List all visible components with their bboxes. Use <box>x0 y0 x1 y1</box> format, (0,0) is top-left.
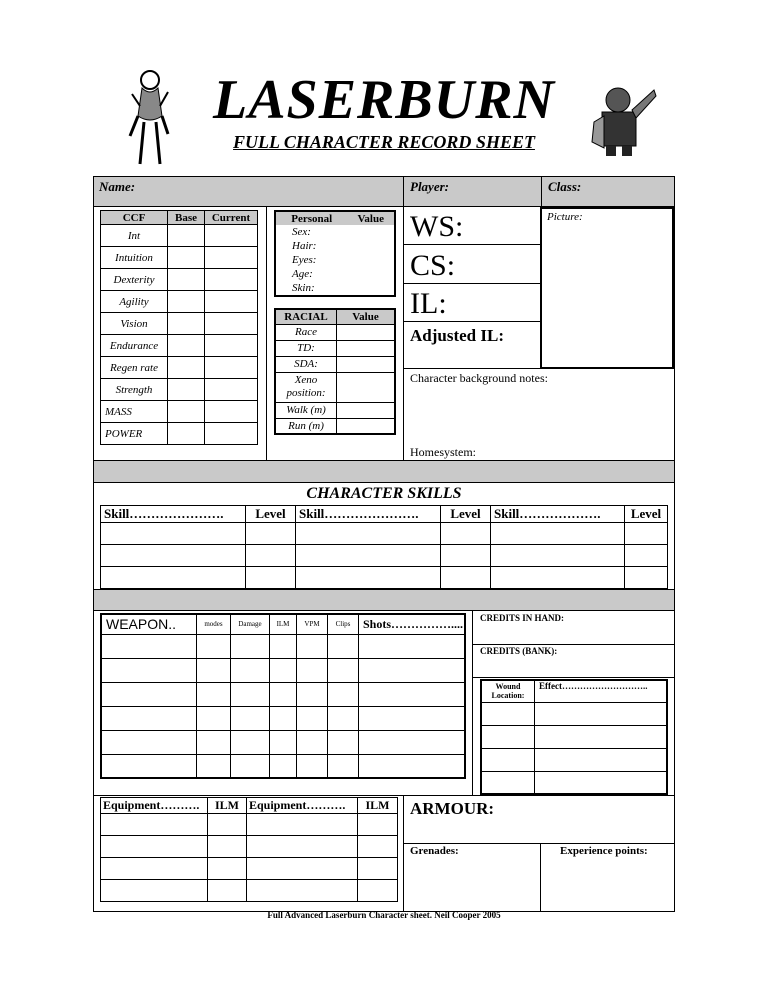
skills-title: CHARACTER SKILLS <box>306 485 462 502</box>
racial-value-cell[interactable] <box>337 356 396 372</box>
racial-row-label: Walk (m) <box>275 402 337 418</box>
racial-value-header: Value <box>337 309 396 324</box>
racial-table <box>274 308 396 435</box>
equipment-ilm-cell[interactable] <box>358 814 398 836</box>
ccf-row-label: Vision <box>101 313 168 335</box>
ccf-base-cell[interactable] <box>168 423 205 445</box>
modes-header: modes <box>197 614 231 634</box>
level-cell[interactable] <box>625 545 668 567</box>
weapon-cell[interactable] <box>359 754 466 778</box>
shots-header: Shots…………….... <box>359 614 466 634</box>
ilm-header: ILM <box>270 614 297 634</box>
il-label[interactable]: IL: <box>410 287 447 320</box>
personal-eyes[interactable]: Eyes: <box>292 254 317 266</box>
weapon-cell[interactable] <box>270 730 297 754</box>
skill-cell[interactable] <box>491 545 625 567</box>
weapon-cell[interactable] <box>297 706 328 730</box>
level-cell[interactable] <box>246 567 296 589</box>
level-cell[interactable] <box>441 567 491 589</box>
ilm-header: ILM <box>208 798 247 814</box>
weapon-header: WEAPON.. <box>101 614 197 634</box>
skill-cell[interactable] <box>296 523 441 545</box>
equipment-ilm-cell[interactable] <box>208 814 247 836</box>
divider-band <box>94 589 674 611</box>
equipment-cell[interactable] <box>247 836 358 858</box>
weapon-cell[interactable] <box>297 730 328 754</box>
ccf-current-cell[interactable] <box>205 357 258 379</box>
ccf-row-label: Dexterity <box>101 269 168 291</box>
weapon-cell[interactable] <box>328 754 359 778</box>
racial-row-label: Xeno position: <box>275 372 337 402</box>
weapons-table <box>100 613 466 779</box>
weapon-cell[interactable] <box>101 634 197 658</box>
skill-header: Skill…………………. <box>101 506 246 523</box>
weapon-cell[interactable] <box>231 730 270 754</box>
skill-cell[interactable] <box>491 523 625 545</box>
weapon-cell[interactable] <box>197 658 231 682</box>
equipment-ilm-cell[interactable] <box>358 858 398 880</box>
level-header: Level <box>441 506 491 523</box>
level-header: Level <box>246 506 296 523</box>
wound-location-cell[interactable] <box>481 771 535 794</box>
level-cell[interactable] <box>441 545 491 567</box>
wound-location-cell[interactable] <box>481 702 535 725</box>
character-sheet <box>93 176 675 912</box>
racial-row-label: TD: <box>275 340 337 356</box>
weapon-cell[interactable] <box>359 730 466 754</box>
level-cell[interactable] <box>625 567 668 589</box>
ccf-current-cell[interactable] <box>205 291 258 313</box>
skill-cell[interactable] <box>491 567 625 589</box>
ccf-row-label: POWER <box>101 423 168 445</box>
weapon-cell[interactable] <box>297 682 328 706</box>
ccf-row-label: Regen rate <box>101 357 168 379</box>
equipment-cell[interactable] <box>101 836 208 858</box>
weapon-cell[interactable] <box>359 682 466 706</box>
weapon-cell[interactable] <box>101 706 197 730</box>
ccf-row-label: Intuition <box>101 247 168 269</box>
effect-header: Effect……………………….. <box>535 680 668 702</box>
vpm-header: VPM <box>297 614 328 634</box>
equipment-cell[interactable] <box>101 858 208 880</box>
name-row <box>94 177 674 206</box>
racial-value-cell[interactable] <box>337 324 396 340</box>
ccf-row-label: Agility <box>101 291 168 313</box>
skill-cell[interactable] <box>296 567 441 589</box>
weapon-cell[interactable] <box>328 658 359 682</box>
weapon-cell[interactable] <box>101 730 197 754</box>
ccf-base-cell[interactable] <box>168 313 205 335</box>
equipment-cell[interactable] <box>101 814 208 836</box>
weapon-cell[interactable] <box>328 634 359 658</box>
name-label[interactable]: Name: <box>99 179 136 194</box>
skill-header: Skill………………. <box>491 506 625 523</box>
equipment-cell[interactable] <box>247 858 358 880</box>
weapon-cell[interactable] <box>270 658 297 682</box>
skill-cell[interactable] <box>296 545 441 567</box>
racial-value-cell[interactable] <box>337 402 396 418</box>
weapon-cell[interactable] <box>359 658 466 682</box>
weapon-cell[interactable] <box>328 706 359 730</box>
wound-effect-cell[interactable] <box>535 725 668 748</box>
player-label[interactable]: Player: <box>410 179 449 194</box>
wound-location-cell[interactable] <box>481 725 535 748</box>
equipment-ilm-cell[interactable] <box>208 880 247 902</box>
ccf-base-cell[interactable] <box>168 379 205 401</box>
weapon-cell[interactable] <box>231 754 270 778</box>
weapon-cell[interactable] <box>328 730 359 754</box>
footer-credit: Full Advanced Laserburn Character sheet. Neil Cooper 2005 <box>267 910 501 920</box>
weapon-cell[interactable] <box>270 754 297 778</box>
racial-value-cell[interactable] <box>337 418 396 434</box>
wound-effect-cell[interactable] <box>535 771 668 794</box>
weapon-cell[interactable] <box>231 658 270 682</box>
weapon-cell[interactable] <box>328 682 359 706</box>
weapon-cell[interactable] <box>297 754 328 778</box>
personal-header: Personal <box>275 211 347 225</box>
ccf-row-label: MASS <box>101 401 168 423</box>
ccf-current-cell[interactable] <box>205 401 258 423</box>
credits-bank-label[interactable]: CREDITS (BANK): <box>480 646 558 656</box>
equipment-ilm-cell[interactable] <box>208 836 247 858</box>
current-header: Current <box>205 211 258 225</box>
equipment-header: Equipment………. <box>101 798 208 814</box>
personal-skin[interactable]: Skin: <box>292 282 315 294</box>
weapon-cell[interactable] <box>197 754 231 778</box>
skill-cell[interactable] <box>101 545 246 567</box>
racial-value-cell[interactable] <box>337 372 396 402</box>
racial-row-label: Race <box>275 324 337 340</box>
weapon-cell[interactable] <box>101 658 197 682</box>
weapon-cell[interactable] <box>197 682 231 706</box>
equipment-ilm-cell[interactable] <box>208 858 247 880</box>
weapon-cell[interactable] <box>359 634 466 658</box>
equipment-table <box>100 797 398 902</box>
weapon-cell[interactable] <box>197 730 231 754</box>
personal-age[interactable]: Age: <box>292 268 313 280</box>
adjusted-il-label[interactable]: Adjusted IL: <box>410 326 504 345</box>
personal-sex[interactable]: Sex: <box>292 226 311 238</box>
armour-label[interactable]: ARMOUR: <box>410 799 495 818</box>
personal-table <box>274 210 396 297</box>
ccf-row-label: Strength <box>101 379 168 401</box>
wound-location-cell[interactable] <box>481 748 535 771</box>
background-notes-label[interactable]: Character background notes: <box>410 371 548 385</box>
skill-header: Skill…………………. <box>296 506 441 523</box>
weapon-cell[interactable] <box>197 634 231 658</box>
equipment-ilm-cell[interactable] <box>358 880 398 902</box>
skill-cell[interactable] <box>101 567 246 589</box>
wound-location-header: Wound Location: <box>481 680 535 702</box>
ccf-current-cell[interactable] <box>205 335 258 357</box>
picture-label: Picture: <box>547 211 583 223</box>
wound-effect-cell[interactable] <box>535 748 668 771</box>
credits-in-hand-label[interactable]: CREDITS IN HAND: <box>480 613 565 623</box>
damage-header: Damage <box>231 614 270 634</box>
ccf-current-cell[interactable] <box>205 313 258 335</box>
level-cell[interactable] <box>625 523 668 545</box>
ccf-current-cell[interactable] <box>205 423 258 445</box>
racial-header: RACIAL <box>275 309 337 324</box>
weapon-cell[interactable] <box>231 682 270 706</box>
ccf-current-cell[interactable] <box>205 379 258 401</box>
sheet-title: LASERBURN <box>213 69 555 131</box>
equipment-cell[interactable] <box>247 880 358 902</box>
level-cell[interactable] <box>246 523 296 545</box>
wounds-table <box>480 679 668 795</box>
ws-label[interactable]: WS: <box>410 210 464 243</box>
ccf-base-cell[interactable] <box>168 269 205 291</box>
level-header: Level <box>625 506 668 523</box>
equipment-ilm-cell[interactable] <box>358 836 398 858</box>
ccf-current-cell[interactable] <box>205 247 258 269</box>
sheet-subtitle: FULL CHARACTER RECORD SHEET <box>233 132 535 152</box>
ccf-base-cell[interactable] <box>168 357 205 379</box>
racial-value-cell[interactable] <box>337 340 396 356</box>
divider-band <box>94 460 674 483</box>
ccf-header: CCF <box>101 211 168 225</box>
ccf-base-cell[interactable] <box>168 225 205 247</box>
skill-cell[interactable] <box>101 523 246 545</box>
skills-table <box>100 505 668 589</box>
wound-effect-cell[interactable] <box>535 702 668 725</box>
ccf-base-cell[interactable] <box>168 335 205 357</box>
ccf-base-cell[interactable] <box>168 247 205 269</box>
ccf-base-cell[interactable] <box>168 401 205 423</box>
equipment-cell[interactable] <box>247 814 358 836</box>
homesystem-label[interactable]: Homesystem: <box>410 445 476 459</box>
weapon-cell[interactable] <box>231 706 270 730</box>
weapon-cell[interactable] <box>297 658 328 682</box>
ccf-row-label: Int <box>101 225 168 247</box>
armoured-soldier-illustration <box>586 82 658 158</box>
racial-row-label: SDA: <box>275 356 337 372</box>
personal-value-header: Value <box>347 211 395 225</box>
ilm-header: ILM <box>358 798 398 814</box>
racial-row-label: Run (m) <box>275 418 337 434</box>
weapon-cell[interactable] <box>270 682 297 706</box>
ccf-row-label: Endurance <box>101 335 168 357</box>
grenades-label[interactable]: Grenades: <box>410 845 459 857</box>
experience-points-label[interactable]: Experience points: <box>560 845 648 857</box>
cs-label[interactable]: CS: <box>410 249 456 282</box>
equipment-header: Equipment………. <box>247 798 358 814</box>
class-label[interactable]: Class: <box>548 179 582 194</box>
ccf-base-cell[interactable] <box>168 291 205 313</box>
base-header: Base <box>168 211 205 225</box>
weapon-cell[interactable] <box>101 754 197 778</box>
weapon-cell[interactable] <box>231 634 270 658</box>
equipment-cell[interactable] <box>101 880 208 902</box>
personal-hair[interactable]: Hair: <box>292 240 317 252</box>
weapon-cell[interactable] <box>359 706 466 730</box>
weapon-cell[interactable] <box>270 634 297 658</box>
level-cell[interactable] <box>441 523 491 545</box>
weapon-cell[interactable] <box>297 634 328 658</box>
weapon-cell[interactable] <box>101 682 197 706</box>
weapon-cell[interactable] <box>270 706 297 730</box>
clips-header: Clips <box>328 614 359 634</box>
picture-box[interactable] <box>540 207 674 369</box>
ccf-current-cell[interactable] <box>205 225 258 247</box>
ccf-table <box>100 210 258 445</box>
ccf-current-cell[interactable] <box>205 269 258 291</box>
weapon-cell[interactable] <box>197 706 231 730</box>
level-cell[interactable] <box>246 545 296 567</box>
